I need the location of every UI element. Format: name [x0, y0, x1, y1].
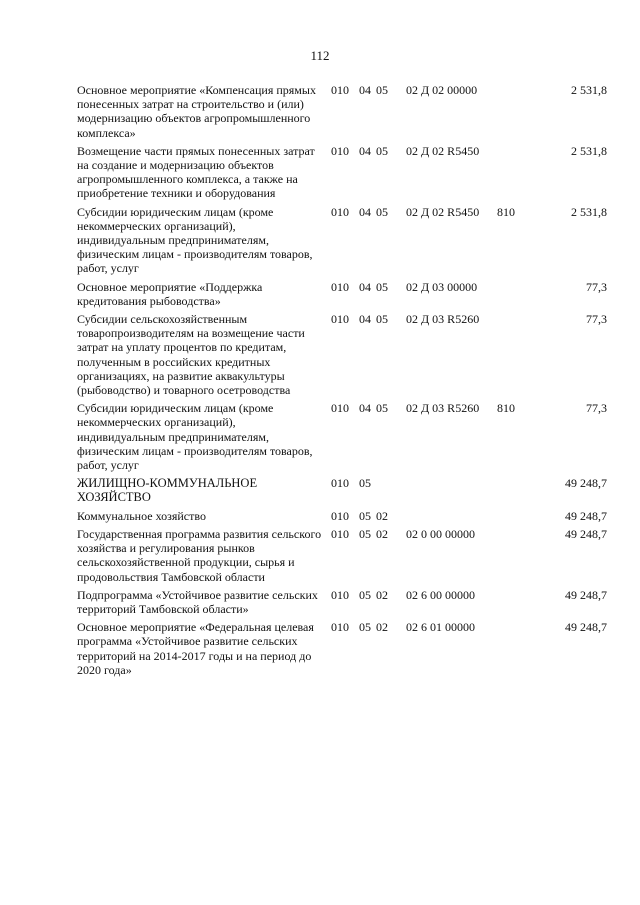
row-target-code: 02 6 01 00000 [406, 620, 475, 635]
row-name: Субсидии юридическим лицам (кроме некоммерческих организаций), индивидуальным предпринимателям, физическим лицам - производителям товаров, работ, услуг [77, 204, 313, 276]
table-row [77, 280, 607, 308]
row-expense-type-code: 810 [497, 204, 515, 219]
row-section-code: 04 [359, 401, 371, 416]
table-row [77, 83, 607, 140]
row-subsection-code: 02 [376, 620, 388, 635]
row-target-code: 02 Д 03 R5260 [406, 312, 480, 327]
row-section-code: 05 [359, 620, 371, 635]
row-target-code: 02 6 00 00000 [406, 587, 475, 602]
page-number: 112 [310, 48, 330, 63]
row-amount: 2 531,8 [571, 143, 607, 158]
row-ministry-code: 010 [331, 83, 349, 97]
row-expense-type-code: 810 [497, 401, 515, 416]
row-amount: 49 248,7 [565, 526, 607, 541]
row-amount: 49 248,7 [565, 587, 607, 602]
row-section-code: 04 [359, 143, 371, 158]
row-subsection-code: 05 [376, 143, 388, 158]
row-subsection-code: 05 [376, 279, 388, 294]
row-name: Государственная программа развития сельского хозяйства и регулирования рынков сельскохозяйственной продукции, сырья и продовольствия Тамбовской области [77, 526, 322, 584]
row-name: Подпрограмма «Устойчивое развитие сельских территорий Тамбовской области» [77, 587, 318, 616]
row-ministry-code: 010 [331, 526, 349, 541]
row-ministry-code: 010 [331, 312, 349, 327]
row-section-code: 05 [359, 587, 371, 602]
row-amount: 2 531,8 [571, 204, 607, 219]
row-section-code: 05 [359, 508, 371, 523]
row-section-code: 04 [359, 279, 371, 294]
table-row [77, 509, 607, 523]
table-row [77, 476, 607, 504]
row-subsection-code: 02 [376, 508, 388, 523]
row-section-code: 05 [359, 526, 371, 541]
row-target-code: 02 Д 02 R5450 [406, 204, 480, 219]
row-name: Коммунальное хозяйство [77, 508, 206, 523]
table-row [77, 588, 607, 616]
row-ministry-code: 010 [331, 401, 349, 416]
budget-table [77, 83, 607, 681]
row-name: Субсидии юридическим лицам (кроме некоммерческих организаций), индивидуальным предпринимателям, физическим лицам - производителям товаров, работ, услуг [77, 401, 313, 473]
row-name: Возмещение части прямых понесенных затрат на создание и модернизацию объектов агропромышленного комплекса, а также на приобретение техники и оборудования [77, 143, 315, 201]
row-amount: 2 531,8 [571, 83, 607, 97]
row-ministry-code: 010 [331, 143, 349, 158]
row-subsection-code: 05 [376, 83, 388, 97]
row-subsection-code: 02 [376, 587, 388, 602]
row-name: ЖИЛИЩНО-КОММУНАЛЬНОЕ ХОЗЯЙСТВО [77, 476, 258, 505]
row-subsection-code: 02 [376, 526, 388, 541]
row-amount: 77,3 [586, 312, 607, 327]
row-subsection-code: 05 [376, 401, 388, 416]
table-row [77, 312, 607, 397]
row-amount: 49 248,7 [565, 620, 607, 635]
row-target-code: 02 Д 03 R5260 [406, 401, 480, 416]
row-ministry-code: 010 [331, 508, 349, 523]
row-name: Основное мероприятие «Федеральная целевая программа «Устойчивое развитие сельских территорий на 2014-2017 годы и на период до 2020 года» [77, 620, 314, 677]
row-ministry-code: 010 [331, 620, 349, 635]
table-row [77, 144, 607, 201]
row-target-code: 02 Д 02 00000 [406, 83, 478, 97]
row-section-code: 04 [359, 204, 371, 219]
table-row [77, 401, 607, 472]
row-name: Субсидии сельскохозяйственным товаропроизводителям на возмещение части затрат на уплату процентов по кредитам, полученным в российских кредитных организациях, на развитие аквакультуры (рыбоводство) и товарного осетроводства [77, 312, 305, 398]
row-ministry-code: 010 [331, 476, 349, 491]
row-amount: 77,3 [586, 279, 607, 294]
row-amount: 49 248,7 [565, 476, 607, 491]
row-name: Основное мероприятие «Компенсация прямых понесенных затрат на строительство и (или) модернизацию объектов агропромышленного комплекса» [77, 83, 316, 140]
row-ministry-code: 010 [331, 204, 349, 219]
table-row [77, 620, 607, 677]
row-target-code: 02 Д 02 R5450 [406, 143, 480, 158]
table-row [77, 527, 607, 584]
row-target-code: 02 0 00 00000 [406, 526, 475, 541]
row-section-code: 05 [359, 476, 371, 491]
row-ministry-code: 010 [331, 587, 349, 602]
row-ministry-code: 010 [331, 279, 349, 294]
row-section-code: 04 [359, 83, 371, 97]
row-target-code: 02 Д 03 00000 [406, 279, 478, 294]
row-amount: 77,3 [586, 401, 607, 416]
table-row [77, 205, 607, 276]
row-name: Основное мероприятие «Поддержка кредитования рыбоводства» [77, 279, 263, 308]
row-section-code: 04 [359, 312, 371, 327]
row-subsection-code: 05 [376, 204, 388, 219]
row-subsection-code: 05 [376, 312, 388, 327]
row-amount: 49 248,7 [565, 508, 607, 523]
